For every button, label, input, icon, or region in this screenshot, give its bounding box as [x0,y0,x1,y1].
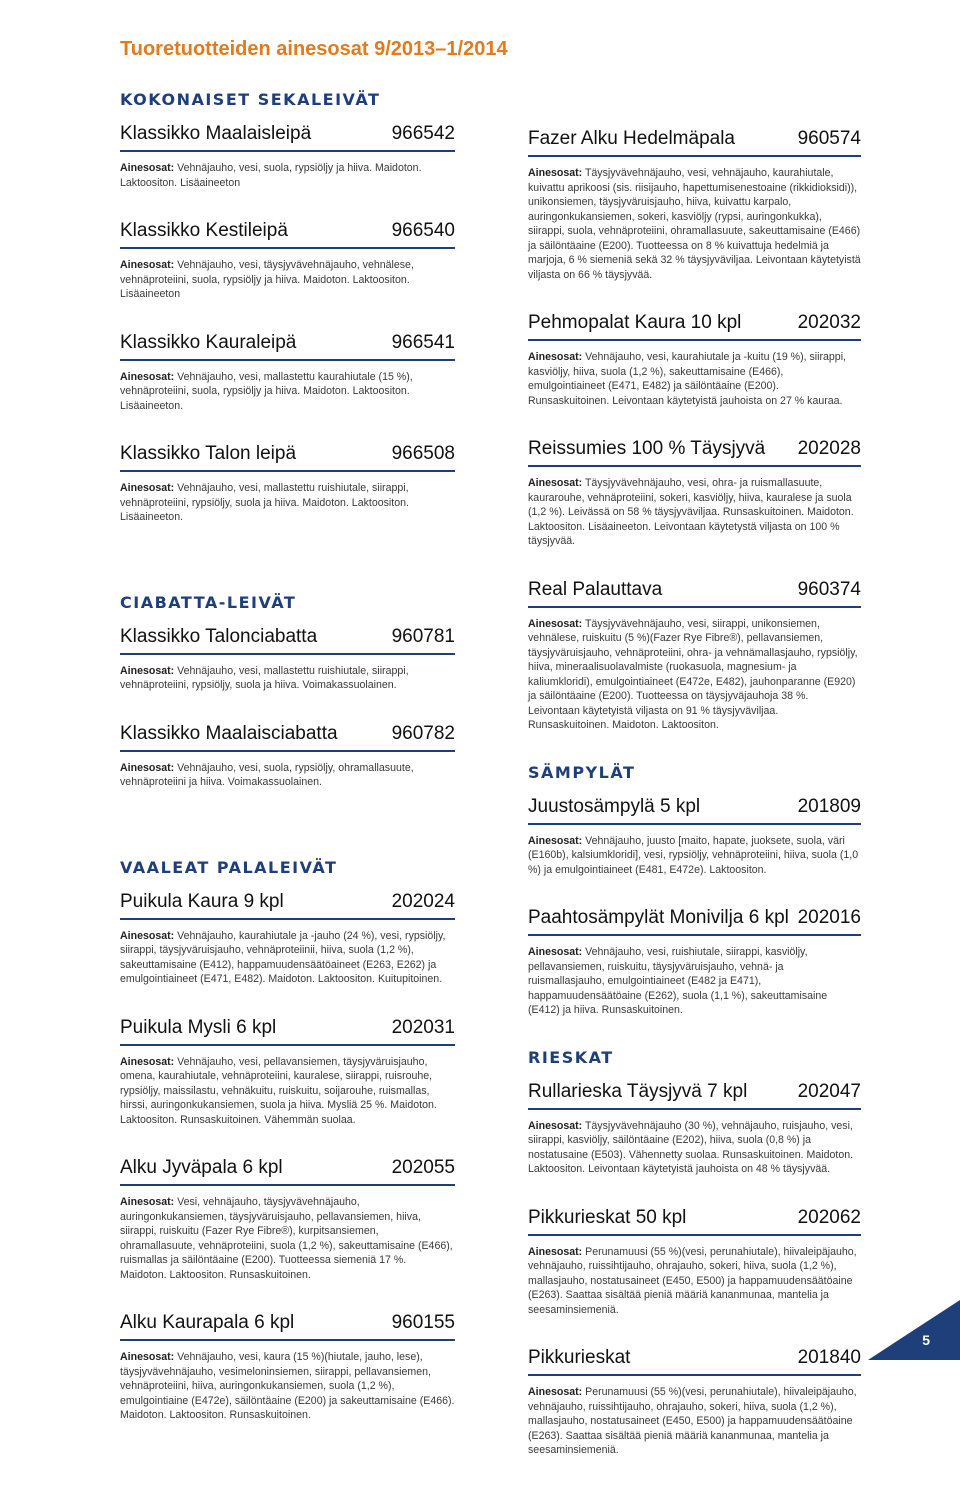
ingredients-label: Ainesosat: [120,1351,175,1363]
ingredients-text: Vehnäjauho, vesi, suola, rypsiöljy ja hiiva. Maidoton. Laktoositon. Lisäaineeton [120,162,422,189]
product-name: Alku Kaurapala 6 kpl [120,1312,295,1333]
product-entry [120,332,455,414]
product-code: 202031 [391,1016,455,1038]
product-entry [528,312,861,408]
ingredients-text: Vehnäjauho, vesi, täysjyvävehnäjauho, vehnälese, vehnäproteiini, suola, rypsiöljy ja hiiva. Maidoton. Laktoositon. Lisäaineeton [120,259,414,300]
product-code: 966541 [391,331,455,353]
product-ingredients [120,1055,455,1128]
product-entry [120,626,455,693]
ingredients-text: Täysjyvävehnäjauho, vesi, ohra- ja ruismallasuute, kaurarouhe, vehnäproteiini, sokeri, kasviöljy, hiiva, kauralese ja suola (1,2 %). Leivässä on 58 % täysjyväviljaa. Runsaskuitoinen. Maidoton. Laktoositon. Lisäaineeton. Leivontaan käytetystä viljasta on 100 % täysjyvää. [528,477,854,547]
section-spacer [120,555,455,593]
product-ingredients [120,929,455,987]
product-name: Fazer Alku Hedelmäpala [528,128,735,149]
product-name: Puikula Mysli 6 kpl [120,1016,277,1038]
product-entry [528,1207,861,1318]
ingredients-label: Ainesosat: [120,1055,175,1068]
product-header [528,907,861,936]
ingredients-text: Vehnäjauho, juusto [maito, hapate, juoksete, suola, väri (E160b), kalsiumkloridi], vesi, rypsiöljy, vehnäproteiini, hiiva, suola (1,0 %) ja emulgointiaineet (E481, E472e). Laktoositon. [528,834,859,876]
product-header [120,123,455,152]
ingredients-label: Ainesosat: [120,929,175,942]
ingredients-text: Vehnäjauho, vesi, pellavansiemen, täysjyväruisjauho, omena, kaurahiutale, vehnäproteiini, kauralese, siirappi, ruisrouhe, rypsiöljy, maissilastu, vehnäkuitu, ruiskuitu, soijarouhe, ruismallas, hirssi, auringonkukansiemen, suola ja hiiva. Mysliä 25 %. Maidoton. Laktoositon. Runsaskuitoinen. Vähemmän suolaa. [120,1055,437,1126]
ingredients-text: Vehnäjauho, vesi, suola, rypsiöljy, ohramallasuute, vehnäproteiini ja hiiva. Voimakassuolainen. [120,761,414,788]
section-spacer [120,820,455,858]
product-code: 960781 [391,625,455,647]
ingredients-label: Ainesosat: [528,1386,583,1398]
ingredients-text: Täysjyvävehnäjauho (30 %), vehnäjauho, ruisjauho, vesi, siirappi, kasviöljy, säilöntäaine (E202), hiiva, suola (0,8 %) ja nostatusaine (E503). Vähennetty suolaa. Runsaskuitoinen. Maidoton. Laktoositon. Leivontaan käytetyistä jauhoista on 48 % täysjyvää. [528,1119,854,1175]
ingredients-label: Ainesosat: [120,1196,175,1208]
product-ingredients [528,617,861,733]
product-ingredients [528,1245,861,1318]
product-ingredients [120,161,455,190]
product-name: Klassikko Kauraleipä [120,331,297,353]
product-ingredients [528,166,861,282]
section-heading: RIESKAT [528,1047,614,1067]
right-column [528,128,861,1488]
ingredients-label: Ainesosat: [528,351,583,363]
product-name: Rullarieska Täysjyvä 7 kpl [528,1080,748,1102]
ingredients-text: Vehnäjauho, vesi, kaura (15 %)(hiutale, jauho, lese), täysjyvävehnäjauho, vesimeloninsiemen, siirappi, pellavansiemen, vehnäproteiini, hiiva, auringonkukansiemen, suola (1,2 %), emulgointiaine (E472e), säilöntäaine (E200) ja sakeuttamisaine (E466). Maidoton. Laktoositon. Runsaskuitoinen. [120,1351,455,1421]
product-code: 960155 [391,1312,455,1333]
product-code: 202028 [797,438,861,459]
product-entry [528,579,861,733]
product-ingredients [120,1350,455,1423]
product-ingredients [120,761,455,790]
section-heading: SÄMPYLÄT [528,762,636,782]
product-entry [120,723,455,790]
product-header [120,723,455,752]
product-name: Pikkurieskat 50 kpl [528,1206,687,1228]
product-header [528,796,861,825]
product-entry [120,891,455,987]
product-name: Pehmopalat Kaura 10 kpl [528,312,742,333]
product-header [528,1347,861,1376]
product-code: 960782 [391,722,455,744]
product-name: Klassikko Talonciabatta [120,625,318,647]
ingredients-text: Täysjyvävehnäjauho, vesi, vehnäjauho, kaurahiutale, kuivattu aprikoosi (sis. riisijauho, hapettumisenestoaine (rikkidioksidi)), unikonsiemen, täysjyväruisjauho, hiiva, kuivattu karpalo, auringonkukansiemen, sokeri, kasviöljy (rypsi, auringonkukka), siirappi, suola, vehnäproteiini, ohramallasuute, sakeuttamisaine (E466) ja säilöntäaine (E200). Tuotteessa on 8 % kuivattuja hedelmiä ja marjoja, 6 % siemeniä sekä 32 % täysjyväviljaa. Leivontaan käytetyistä viljasta on 66 % täysjyvää. [528,167,861,281]
ingredients-label: Ainesosat: [120,162,175,174]
ingredients-label: Ainesosat: [528,946,583,958]
product-entry [528,438,861,549]
product-header [528,438,861,467]
product-entry [528,1347,861,1458]
product-entry [120,220,455,302]
product-name: Klassikko Kestileipä [120,220,288,241]
product-name: Paahtosämpylät Monivilja 6 kpl [528,907,789,928]
product-code: 202062 [797,1206,861,1228]
product-header [120,220,455,249]
product-ingredients [120,258,455,302]
product-code: 201840 [797,1347,861,1368]
product-code: 202047 [797,1080,861,1102]
ingredients-label: Ainesosat: [120,482,175,494]
ingredients-label: Ainesosat: [120,761,175,774]
product-name: Klassikko Talon leipä [120,443,297,464]
product-ingredients [528,350,861,408]
product-code: 960574 [797,128,861,149]
product-entry [528,796,861,878]
product-name: Pikkurieskat [528,1347,631,1368]
product-name: Puikula Kaura 9 kpl [120,890,284,912]
ingredients-label: Ainesosat: [120,259,175,271]
ingredients-text: Perunamuusi (55 %)(vesi, perunahiutale), hiivaleipäjauho, vehnäjauho, ruissihtijauho, ohrajauho, sokeri, hiiva, suola (1,2 %), mallasjauho, nostatusaineet (E450, E500) ja happamuudensäätöaine (E263). Saattaa sisältää pieniä määriä kananmunaa, mantelia ja seesaminsiemeniä. [528,1386,857,1456]
product-header [120,1157,455,1186]
page-corner-decoration [868,1300,960,1360]
ingredients-label: Ainesosat: [528,1119,583,1132]
product-code: 202032 [797,312,861,333]
left-column [120,90,455,1453]
ingredients-text: Vehnäjauho, vesi, mallastettu kaurahiutale (15 %), vehnäproteiini, suola, rypsiöljy ja hiiva. Maidoton. Laktoositon. Lisäaineeton. [120,370,413,412]
product-name: Klassikko Maalaisciabatta [120,722,338,744]
product-code: 202016 [797,907,861,928]
product-code: 201809 [797,795,861,817]
product-entry [528,128,861,282]
ingredients-text: Täysjyvävehnäjauho, vesi, siirappi, unikonsiemen, vehnälese, ruiskuitu (5 %)(Fazer Rye Fibre®), pellavansiemen, täysjyväruisjauho, vehnäproteiini, ohra- ja vehnämallasjauho, rypsiöljy, hiiva, mineraalisuolavalmiste (ruokasuola, magnesium- ja kaliumkloridi), emulgointiaineet (E472e, E482), jauhonparanne (E920) ja säilöntäaine (E200). Tuotteessa on täysjyväjauhoja 38 %. Leivontaan käytetyistä viljasta on 91 % täysjyväviljaa. Runsaskuitoinen. Maidoton. Laktoositon. [528,617,858,731]
ingredients-text: Vehnäjauho, vesi, ruishiutale, siirappi, kasviöljy, pellavansiemen, ruiskuitu, täysjyväruisjauho, vehnä- ja ruismallasjauho, emulgointiaineet (E482 ja E471), happamuudensäätöaine (E262), suola (1,1 %), sakeuttamisaine (E412) ja hiiva. Runsaskuitoinen. [528,946,828,1016]
ingredients-text: Vehnäjauho, vesi, mallastettu ruishiutale, siirappi, vehnäproteiini, rypsiöljy, suola ja hiiva. Maidoton. Laktoositon. Lisäaineeton. [120,482,409,523]
product-entry [120,443,455,525]
product-header [528,312,861,341]
ingredients-text: Perunamuusi (55 %)(vesi, perunahiutale), hiivaleipäjauho, vehnäjauho, ruissihtijauho, ohrajauho, sokeri, hiiva, suola (1,2 %), mallasjauho, nostatusaineet (E450, E500) ja happamuudensäätöaine (E263). Saattaa sisältää pieniä määriä kananmunaa, mantelia ja seesaminsiemeniä. [528,1245,857,1316]
product-ingredients [528,834,861,878]
ingredients-label: Ainesosat: [120,664,175,677]
product-name: Juustosämpylä 5 kpl [528,795,701,817]
section-heading: CIABATTA-LEIVÄT [120,592,297,612]
product-header [120,443,455,472]
product-entry [120,1157,455,1282]
product-ingredients [528,476,861,549]
product-header [528,579,861,608]
product-header [120,626,455,655]
product-entry [120,123,455,190]
product-ingredients [120,664,455,693]
product-code: 966508 [391,443,455,464]
product-ingredients [528,1119,861,1177]
ingredients-text: Vehnäjauho, vesi, mallastettu ruishiutale, siirappi, vehnäproteiini, rypsiöljy, suola ja hiiva. Voimakassuolainen. [120,664,409,691]
ingredients-label: Ainesosat: [528,1245,583,1258]
product-name: Alku Jyväpala 6 kpl [120,1157,283,1178]
product-entry [528,907,861,1018]
product-header [120,891,455,920]
ingredients-text: Vesi, vehnäjauho, täysjyvävehnäjauho, auringonkukansiemen, täysjyväruisjauho, pellavansiemen, hiiva, siirappi, ruiskuitu (Fazer Rye Fibre®), kurpitsansiemen, ohramallasuute, vehnäproteiini, suola (1,2 %), sakeuttamisaine (E466), ruismallas ja säilöntäaine (E200). Tuotteessa siemeniä 17 %. Maidoton. Laktoositon. Runsaskuitoinen. [120,1196,453,1281]
ingredients-label: Ainesosat: [528,477,583,489]
ingredients-label: Ainesosat: [120,370,175,383]
product-header [528,1207,861,1236]
product-entry [120,1312,455,1423]
product-code: 960374 [797,578,861,600]
product-header [120,1312,455,1341]
product-ingredients [120,481,455,525]
ingredients-text: Vehnäjauho, kaurahiutale ja -jauho (24 %), vesi, rypsiöljy, siirappi, täysjyväruisjauho, vehnäproteiinii, hiiva, suola (1,2 %), sakeuttamisaine (E412), happamuudensäätöaineet (E263, E262) ja emulgointiaineet (E471, E482). Maidoton. Laktoositon. Kuitupitoinen. [120,929,446,985]
product-header [120,332,455,361]
product-name: Reissumies 100 % Täysjyvä [528,438,766,459]
product-ingredients [528,945,861,1018]
page-title: Tuoretuotteiden ainesosat 9/2013–1/2014 [120,38,508,60]
product-code: 966542 [391,123,455,144]
ingredients-text: Vehnäjauho, vesi, kaurahiutale ja -kuitu (19 %), siirappi, kasviöljy, hiiva, suola (1,2 %), sakeuttamisaine (E466), emulgointiaineet (E471, E482) ja säilöntäaine (E200). Runsaskuitoinen. Leivontaan käytetyistä jauhoista on 27 % kauraa. [528,351,846,407]
page-number: 5 [922,1332,930,1348]
section-heading: VAALEAT PALALEIVÄT [120,857,338,877]
product-name: Klassikko Maalaisleipä [120,123,312,144]
product-code: 202055 [391,1157,455,1178]
product-code: 966540 [391,220,455,241]
ingredients-label: Ainesosat: [528,834,583,847]
product-header [528,1081,861,1110]
product-ingredients [120,1195,455,1282]
product-name: Real Palauttava [528,578,663,600]
ingredients-label: Ainesosat: [528,167,583,179]
product-header [528,128,861,157]
section-heading: KOKONAISET SEKALEIVÄT [120,90,381,109]
product-ingredients [528,1385,861,1458]
product-code: 202024 [391,890,455,912]
product-ingredients [120,370,455,414]
ingredients-label: Ainesosat: [528,617,583,630]
product-entry [120,1017,455,1128]
product-header [120,1017,455,1046]
product-entry [528,1081,861,1177]
